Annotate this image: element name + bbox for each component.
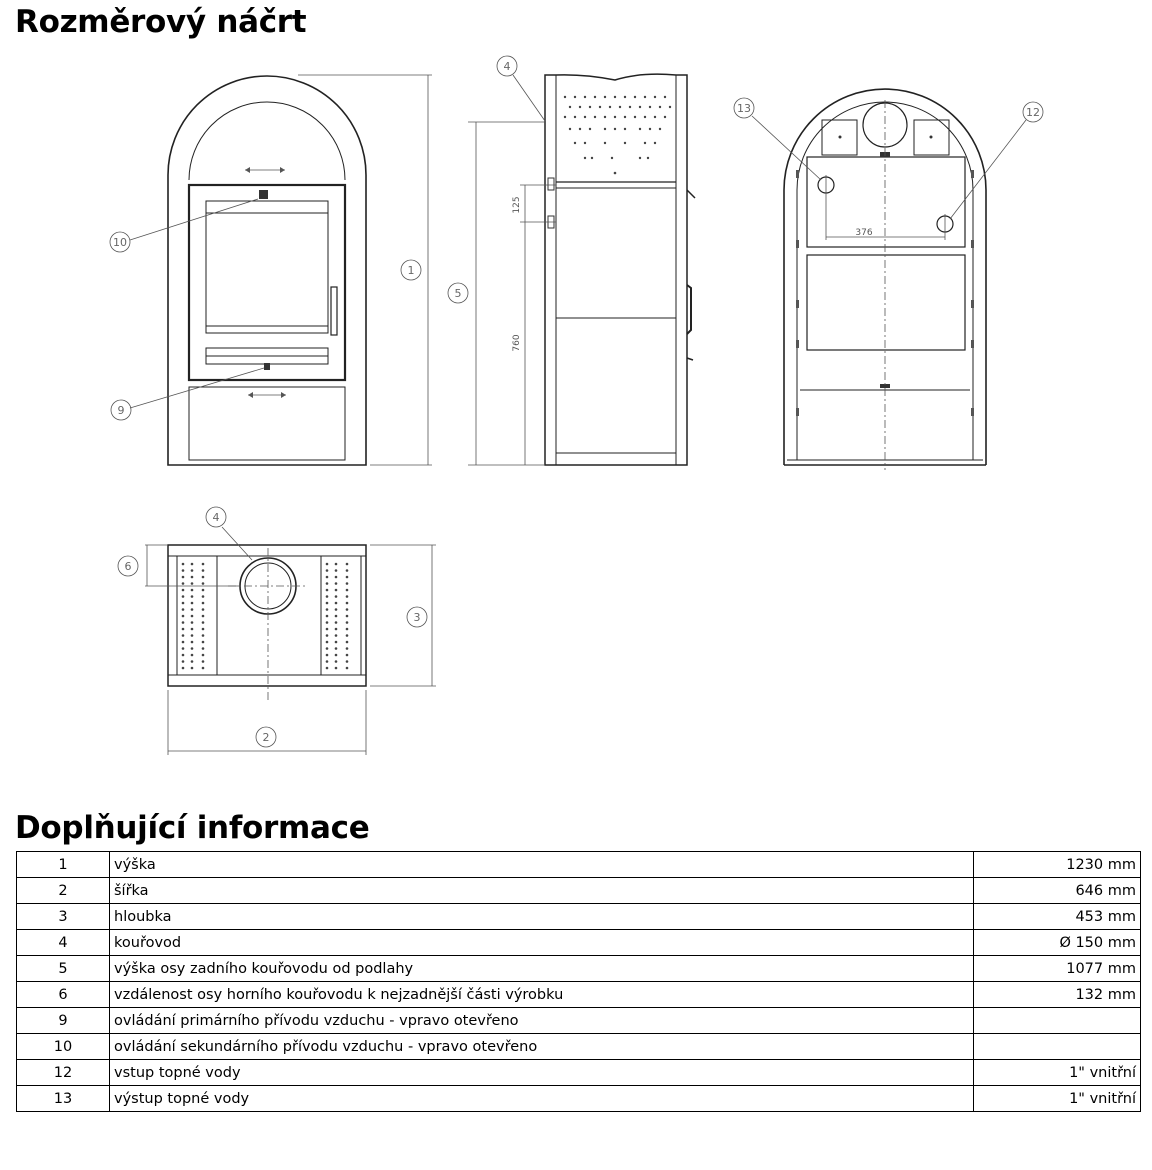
perforation-dot	[182, 576, 185, 579]
row-description: vzdálenost osy horního kouřovodu k nejzadnější části výrobku	[110, 982, 974, 1008]
perforation-dot	[346, 582, 349, 585]
perforation-dot	[191, 634, 194, 637]
perforation-dot	[182, 608, 185, 611]
row-value: 453 mm	[974, 904, 1141, 930]
perforation-dot	[346, 608, 349, 611]
table-row	[17, 852, 1141, 878]
row-description: ovládání sekundárního přívodu vzduchu - vpravo otevřeno	[110, 1034, 974, 1060]
row-number: 3	[17, 904, 110, 930]
row-description: kouřovod	[110, 930, 974, 956]
perforation-dot	[202, 589, 205, 592]
perforation-dot	[335, 621, 338, 624]
perforation-dot	[346, 660, 349, 663]
table-row	[17, 1008, 1141, 1034]
table-row	[17, 982, 1141, 1008]
perforation-dot	[191, 628, 194, 631]
perforation-dot	[202, 582, 205, 585]
perforation-dot	[182, 563, 185, 566]
perforation-dot	[191, 569, 194, 572]
perforation-dot	[182, 628, 185, 631]
row-number: 1	[17, 852, 110, 878]
perforation-dot	[346, 569, 349, 572]
perforation-dot	[335, 641, 338, 644]
table-row	[17, 1060, 1141, 1086]
perforation-dot	[326, 654, 329, 657]
row-description: výška	[110, 852, 974, 878]
perforation-dot	[326, 667, 329, 670]
perforation-dot	[191, 608, 194, 611]
perforation-dot	[326, 563, 329, 566]
perforation-dot	[202, 602, 205, 605]
info-table	[16, 851, 1141, 1112]
perforation-dot	[202, 569, 205, 572]
row-value	[974, 1034, 1141, 1060]
perforation-dot	[326, 634, 329, 637]
section-title-sketch: Rozměrový náčrt	[15, 4, 307, 40]
perforation-dot	[346, 595, 349, 598]
row-value: 646 mm	[974, 878, 1141, 904]
dimension-drawing	[0, 45, 1152, 805]
perforation-dot	[346, 667, 349, 670]
perforation-dot	[326, 647, 329, 650]
perforation-dot	[191, 647, 194, 650]
perforation-dot	[191, 615, 194, 618]
perforation-dot	[182, 569, 185, 572]
perforation-dot	[191, 621, 194, 624]
perforation-dot	[202, 563, 205, 566]
perforation-dot	[346, 628, 349, 631]
perforation-dot	[191, 654, 194, 657]
row-value: 132 mm	[974, 982, 1141, 1008]
front-view	[110, 75, 432, 465]
perforation-dot	[191, 563, 194, 566]
table-row	[17, 1086, 1141, 1112]
perforation-dot	[346, 615, 349, 618]
perforation-dot	[326, 660, 329, 663]
perforation-dot	[202, 576, 205, 579]
perforation-dot	[202, 641, 205, 644]
perforation-dot	[346, 654, 349, 657]
perforation-dot	[335, 615, 338, 618]
perforation-dot	[335, 608, 338, 611]
callout-1: 1	[407, 264, 415, 277]
perforation-dot	[191, 641, 194, 644]
perforation-dot	[346, 576, 349, 579]
perforation-dot	[182, 660, 185, 663]
row-number: 9	[17, 1008, 110, 1034]
perforation-dot	[182, 647, 185, 650]
perforation-dot	[326, 576, 329, 579]
row-number: 6	[17, 982, 110, 1008]
perforation-dot	[326, 589, 329, 592]
perforation-dot	[335, 582, 338, 585]
perforation-dot	[326, 582, 329, 585]
table-row	[17, 930, 1141, 956]
table-row	[17, 956, 1141, 982]
perforation-dot	[335, 602, 338, 605]
row-description: výška osy zadního kouřovodu od podlahy	[110, 956, 974, 982]
perforation-dot	[202, 628, 205, 631]
row-description: ovládání primárního přívodu vzduchu - vpravo otevřeno	[110, 1008, 974, 1034]
perforation-dot	[202, 634, 205, 637]
perforation-dot	[202, 608, 205, 611]
perforation-dot	[335, 595, 338, 598]
row-number: 10	[17, 1034, 110, 1060]
perforation-dot	[202, 615, 205, 618]
dim-125: 125	[512, 196, 522, 214]
callout-4-top: 4	[212, 511, 220, 524]
row-value: 1077 mm	[974, 956, 1141, 982]
row-description: šířka	[110, 878, 974, 904]
perforation-dot	[346, 647, 349, 650]
table-row	[17, 1034, 1141, 1060]
perforation-dot	[182, 615, 185, 618]
perforation-dot	[326, 608, 329, 611]
perforation-dot	[326, 621, 329, 624]
callout-10: 10	[113, 236, 127, 249]
perforation-dot	[335, 660, 338, 663]
row-number: 5	[17, 956, 110, 982]
row-description: vstup topné vody	[110, 1060, 974, 1086]
row-number: 4	[17, 930, 110, 956]
perforation-dot	[182, 654, 185, 657]
callout-13: 13	[737, 102, 751, 115]
perforation-dot	[202, 660, 205, 663]
row-value: Ø 150 mm	[974, 930, 1141, 956]
perforation-dot	[182, 582, 185, 585]
perforation-dot	[335, 628, 338, 631]
perforation-dot	[335, 576, 338, 579]
perforation-dot	[346, 589, 349, 592]
perforation-dot	[202, 595, 205, 598]
perforation-dot	[191, 595, 194, 598]
perforation-dot	[191, 660, 194, 663]
perforation-dot	[346, 621, 349, 624]
row-number: 2	[17, 878, 110, 904]
perforation-dot	[202, 667, 205, 670]
perforation-dot	[346, 563, 349, 566]
perforation-dot	[326, 628, 329, 631]
side-view	[448, 56, 695, 465]
perforation-dot	[335, 634, 338, 637]
perforation-dot	[182, 641, 185, 644]
perforation-dot	[191, 602, 194, 605]
perforation-dot	[182, 589, 185, 592]
callout-12: 12	[1026, 106, 1040, 119]
perforation-dot	[182, 667, 185, 670]
perforation-dot	[326, 595, 329, 598]
row-value: 1" vnitřní	[974, 1060, 1141, 1086]
row-number: 13	[17, 1086, 110, 1112]
perforation-dot	[346, 634, 349, 637]
row-value	[974, 1008, 1141, 1034]
row-value: 1230 mm	[974, 852, 1141, 878]
row-description: hloubka	[110, 904, 974, 930]
row-description: výstup topné vody	[110, 1086, 974, 1112]
perforation-dot	[326, 641, 329, 644]
dim-376: 376	[855, 228, 873, 238]
perforation-dot	[326, 569, 329, 572]
section-title-info: Doplňující informace	[15, 810, 370, 846]
perforation-dot	[191, 576, 194, 579]
table-row	[17, 878, 1141, 904]
perforation-dot	[202, 654, 205, 657]
perforation-dot	[335, 647, 338, 650]
perforation-dot	[191, 667, 194, 670]
perforation-dot	[335, 654, 338, 657]
perforation-dot	[182, 595, 185, 598]
perforation-dot	[202, 621, 205, 624]
perforation-dot	[182, 621, 185, 624]
perforation-dot	[326, 615, 329, 618]
perforation-dot	[335, 667, 338, 670]
perforation-dot	[326, 602, 329, 605]
row-number: 12	[17, 1060, 110, 1086]
perforation-dot	[191, 582, 194, 585]
perforation-dot	[182, 602, 185, 605]
perforation-dot	[335, 589, 338, 592]
row-value: 1" vnitřní	[974, 1086, 1141, 1112]
callout-2: 2	[262, 731, 270, 744]
callout-6: 6	[124, 560, 132, 573]
top-view	[118, 507, 436, 755]
callout-3: 3	[413, 611, 421, 624]
rear-view	[734, 89, 1043, 470]
perforation-dot	[191, 589, 194, 592]
perforation-dot	[335, 569, 338, 572]
callout-5: 5	[454, 287, 462, 300]
perforation-dot	[346, 602, 349, 605]
callout-4-side: 4	[503, 60, 511, 73]
perforation-dot	[335, 563, 338, 566]
callout-9: 9	[117, 404, 125, 417]
dim-760: 760	[512, 334, 522, 352]
perforation-dot	[182, 634, 185, 637]
perforation-dot	[346, 641, 349, 644]
table-row	[17, 904, 1141, 930]
perforation-dot	[202, 647, 205, 650]
